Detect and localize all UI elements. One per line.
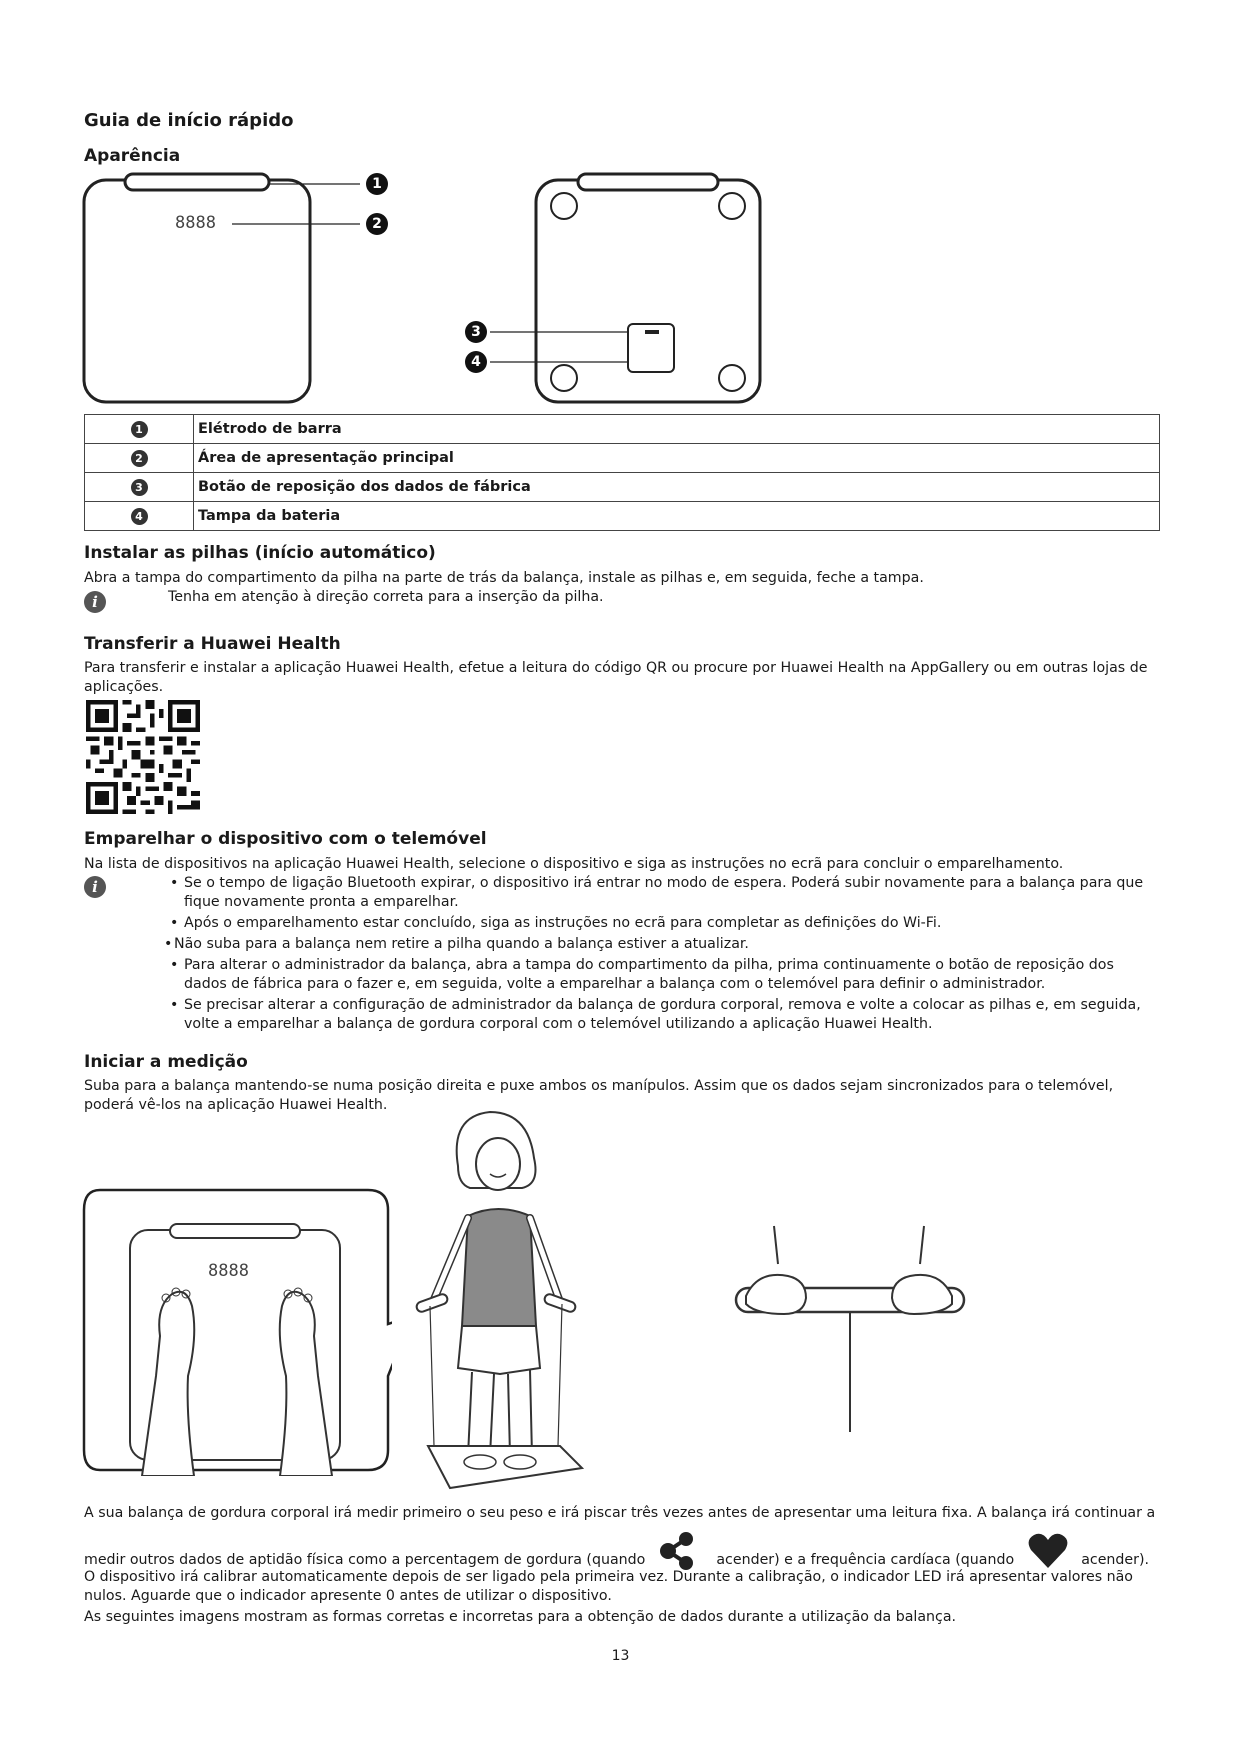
info-icon: i xyxy=(84,876,106,898)
scale-display-text: 8888 xyxy=(208,1261,249,1281)
qr-code xyxy=(86,700,200,814)
install-note: Tenha em atenção à direção correta para a inserção da pilha. xyxy=(168,589,604,605)
list-item: • Se precisar alterar a configuração de administrador da balança de gordura corporal, remova e volte a colocar as pilhas e, em seguida, volte a emparelhar a balança de gordura corporal com o telemóvel utilizando a aplicação Huawei Health. xyxy=(168,996,1158,1034)
body-fat-icon xyxy=(658,1531,704,1571)
download-heading: Transferir a Huawei Health xyxy=(84,634,341,654)
measure-line1: A sua balança de gordura corporal irá medir primeiro o seu peso e irá piscar três vezes antes de apresentar uma leitura fixa. A balança irá continuar a xyxy=(84,1505,1156,1521)
measure-line2-a: medir outros dados de aptidão física como a percentagem de gordura (quando xyxy=(84,1552,646,1568)
callout-3: 3 xyxy=(465,321,487,343)
handle-grip-illustration xyxy=(734,1224,970,1434)
feet-on-scale-illustration xyxy=(82,1186,392,1476)
measure-line2-b: acender) e a frequência cardíaca (quando xyxy=(716,1552,1015,1568)
callout-4: 4 xyxy=(465,351,487,373)
measure-text: Suba para a balança mantendo-se numa posição direita e puxe ambos os manípulos. Assim que os dados sejam sincronizados para o telemóvel, poderá vê-los na aplicação Huawei Health. xyxy=(84,1078,1114,1113)
list-item: • Para alterar o administrador da balança, abra a tampa do compartimento da pilha, prima continuamente o botão de reposição dos dados de fábrica para o fazer e, em seguida, volte a emparelhar a balança com o telemóvel para definir o administrador. xyxy=(168,956,1158,994)
callout-1: 1 xyxy=(366,173,388,195)
pairing-notes xyxy=(168,874,1158,1036)
appearance-heading: Aparência xyxy=(84,146,181,166)
scale-back-illustration xyxy=(480,170,780,410)
part-number: 1 xyxy=(131,421,148,438)
list-item: • Após o emparelhamento estar concluído, siga as instruções no ecrã para completar as definições do Wi-Fi. xyxy=(168,914,1158,933)
parts-table xyxy=(84,414,1160,531)
part-label: Elétrodo de barra xyxy=(194,415,1160,444)
install-text: Abra a tampa do compartimento da pilha na parte de trás da balança, instale as pilhas e, em seguida, feche a tampa. xyxy=(84,570,924,586)
callout-2: 2 xyxy=(366,213,388,235)
measure-line2-c: acender). xyxy=(1081,1552,1150,1568)
list-item: • Se o tempo de ligação Bluetooth expirar, o dispositivo irá entrar no modo de espera. Poderá subir novamente para a balança para que fique novamente pronta a emparelhar. xyxy=(168,874,1158,912)
part-label: Botão de reposição dos dados de fábrica xyxy=(194,473,1160,502)
heart-icon xyxy=(1027,1532,1069,1570)
part-number: 3 xyxy=(131,479,148,496)
table-row xyxy=(85,415,1160,444)
part-label: Tampa da bateria xyxy=(194,502,1160,531)
info-icon: i xyxy=(84,591,106,613)
measure-heading: Iniciar a medição xyxy=(84,1052,248,1072)
page-title: Guia de início rápido xyxy=(84,110,294,131)
measure-line3: O dispositivo irá calibrar automaticamente depois de ser ligado pela primeira vez. Durante a calibração, o indicador LED irá apresentar valores não nulos. Aguarde que o indicador apresente 0 antes de utilizar o dispositivo. xyxy=(84,1569,1133,1604)
part-number: 4 xyxy=(131,508,148,525)
install-heading: Instalar as pilhas (início automático) xyxy=(84,543,436,563)
table-row xyxy=(85,444,1160,473)
table-row xyxy=(85,473,1160,502)
part-label: Área de apresentação principal xyxy=(194,444,1160,473)
pairing-heading: Emparelhar o dispositivo com o telemóvel xyxy=(84,829,487,849)
part-number: 2 xyxy=(131,450,148,467)
table-row xyxy=(85,502,1160,531)
download-text: Para transferir e instalar a aplicação Huawei Health, efetue a leitura do código QR ou procure por Huawei Health na AppGallery ou em outras lojas de aplicações. xyxy=(84,660,1148,695)
scale-front-illustration xyxy=(80,170,410,410)
scale-display-text: 8888 xyxy=(175,213,216,233)
page-number: 13 xyxy=(611,1648,630,1664)
list-item: • Não suba para a balança nem retire a pilha quando a balança estiver a atualizar. xyxy=(168,935,1158,954)
person-on-scale-illustration xyxy=(410,1106,590,1498)
pairing-text: Na lista de dispositivos na aplicação Huawei Health, selecione o dispositivo e siga as instruções no ecrã para concluir o emparelhamento. xyxy=(84,856,1064,872)
measure-line4: As seguintes imagens mostram as formas corretas e incorretas para a obtenção de dados durante a utilização da balança. xyxy=(84,1609,957,1625)
